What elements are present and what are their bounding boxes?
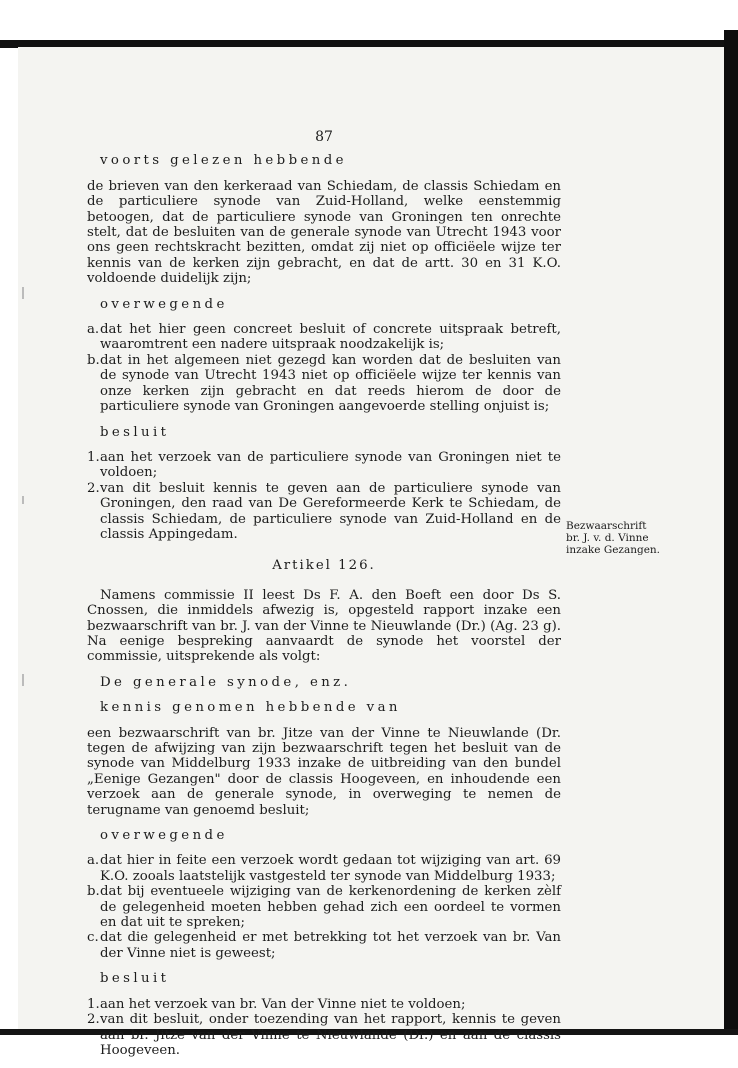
- voorts-text: de brieven van den kerkeraad van Schiedam, de classis Schiedam en de particuliere synode van Zuid-Holland, welke eenstemmig betoogen, dat de particuliere synode van Groningen ten onrechte stelt, dat de besluiten van de generale synode van Utrecht 1943 voor ons geen rechtskracht bezitten, omdat zij niet op officiëele wijze ter kennis van de kerken zijn gebracht, en dat de artt. 30 en 31 K.O. voldoende duidelijk zijn;: [87, 178, 561, 287]
- list-item: 1. aan het verzoek van br. Van der Vinne niet te voldoen;: [87, 996, 466, 1012]
- list-item: a. dat hier in feite een verzoek wordt gedaan tot wijziging van art. 69 K.O. zooals laatstelijk vastgesteld ter synode van Middelburg 1933;: [87, 853, 561, 884]
- overwegende-list-1: [87, 322, 561, 414]
- list-item: 2. van dit besluit, onder toezending van het rapport, kennis te geven aan br. Jitze van der Vinne te Nieuwlande (Dr.) en aan de classis Hoogeveen.: [87, 1012, 561, 1058]
- scan-border-right: [724, 30, 738, 1030]
- overwegende-list-2: [87, 853, 561, 961]
- list-item: a. dat het hier geen concreet besluit of concrete uitspraak betreft, waaromtrent een nadere uitspraak noodzakelijk is;: [87, 322, 561, 353]
- page-number: 87: [315, 129, 333, 145]
- list-item: b. dat bij eventueele wijziging van de kerkenordening de kerken zèlf de gelegenheid moeten hebben gehad zich een oordeel te vormen en dat uit te spreken;: [87, 884, 561, 931]
- list-item: b. dat in het algemeen niet gezegd kan worden dat de besluiten van de synode van Utrecht 1943 niet op officiëele wijze ter kennis van onze kerken zijn gebracht en dat reeds hierom de door de particuliere synode van Groningen aangevoerde stelling onjuist is;: [87, 352, 561, 415]
- overwegende-heading-2: overwegende: [100, 828, 228, 844]
- artikel-heading: Artikel 126.: [272, 558, 376, 574]
- besluit-list-1: [87, 450, 561, 542]
- kennis-heading: kennis genomen hebbende van: [100, 700, 401, 716]
- besluit-heading-1: besluit: [100, 424, 170, 440]
- besluit-list-2: [87, 997, 561, 1059]
- page-body: [87, 130, 561, 1068]
- margin-note-line: Bezwaarschrift: [566, 520, 647, 532]
- scan-mark: [22, 496, 24, 504]
- besluit-heading-2: besluit: [100, 971, 170, 987]
- voorts-heading: voorts gelezen hebbende: [100, 153, 347, 169]
- list-item: c. dat die gelegenheid er met betrekking tot het verzoek van br. Van der Vinne niet is geweest;: [87, 930, 561, 961]
- margin-note-line: br. J. v. d. Vinne: [566, 532, 649, 544]
- synode-heading: De generale synode, enz.: [100, 674, 352, 690]
- overwegende-heading-1: overwegende: [100, 296, 228, 312]
- margin-note: [566, 520, 666, 556]
- scan-mark: [22, 674, 24, 686]
- kennis-text: een bezwaarschrift van br. Jitze van der Vinne te Nieuwlande (Dr. tegen de afwijzing van zijn bezwaarschrift tegen het besluit van de synode van Middelburg 1933 inzake de uitbreiding van den bundel „Eenige Gezangen" door de classis Hoogeveen, en inhoudende een verzoek aan de generale synode, in overweging te nemen de terugname van genoemd besluit;: [87, 725, 561, 818]
- scan-mark: [22, 287, 24, 299]
- margin-note-line: inzake Gezangen.: [566, 544, 661, 556]
- list-item: 2. van dit besluit kennis te geven aan de particuliere synode van Groningen, den raad van De Gereformeerde Kerk te Schiedam, de classis Schiedam, de particuliere synode van Zuid-Holland en de classis Appingedam.: [87, 480, 561, 542]
- list-item: 1. aan het verzoek van de particuliere synode van Groningen niet te voldoen;: [87, 449, 561, 481]
- artikel-intro: Namens commissie II leest Ds F. A. den Boeft een door Ds S. Cnossen, die inmiddels afwezig is, opgesteld rapport inzake een bezwaarschrift van br. J. van der Vinne te Nieuwlande (Dr.) (Ag. 23 g). Na eenige bespreking aanvaardt de synode het voorstel der commissie, uitsprekende als volgt:: [87, 587, 561, 665]
